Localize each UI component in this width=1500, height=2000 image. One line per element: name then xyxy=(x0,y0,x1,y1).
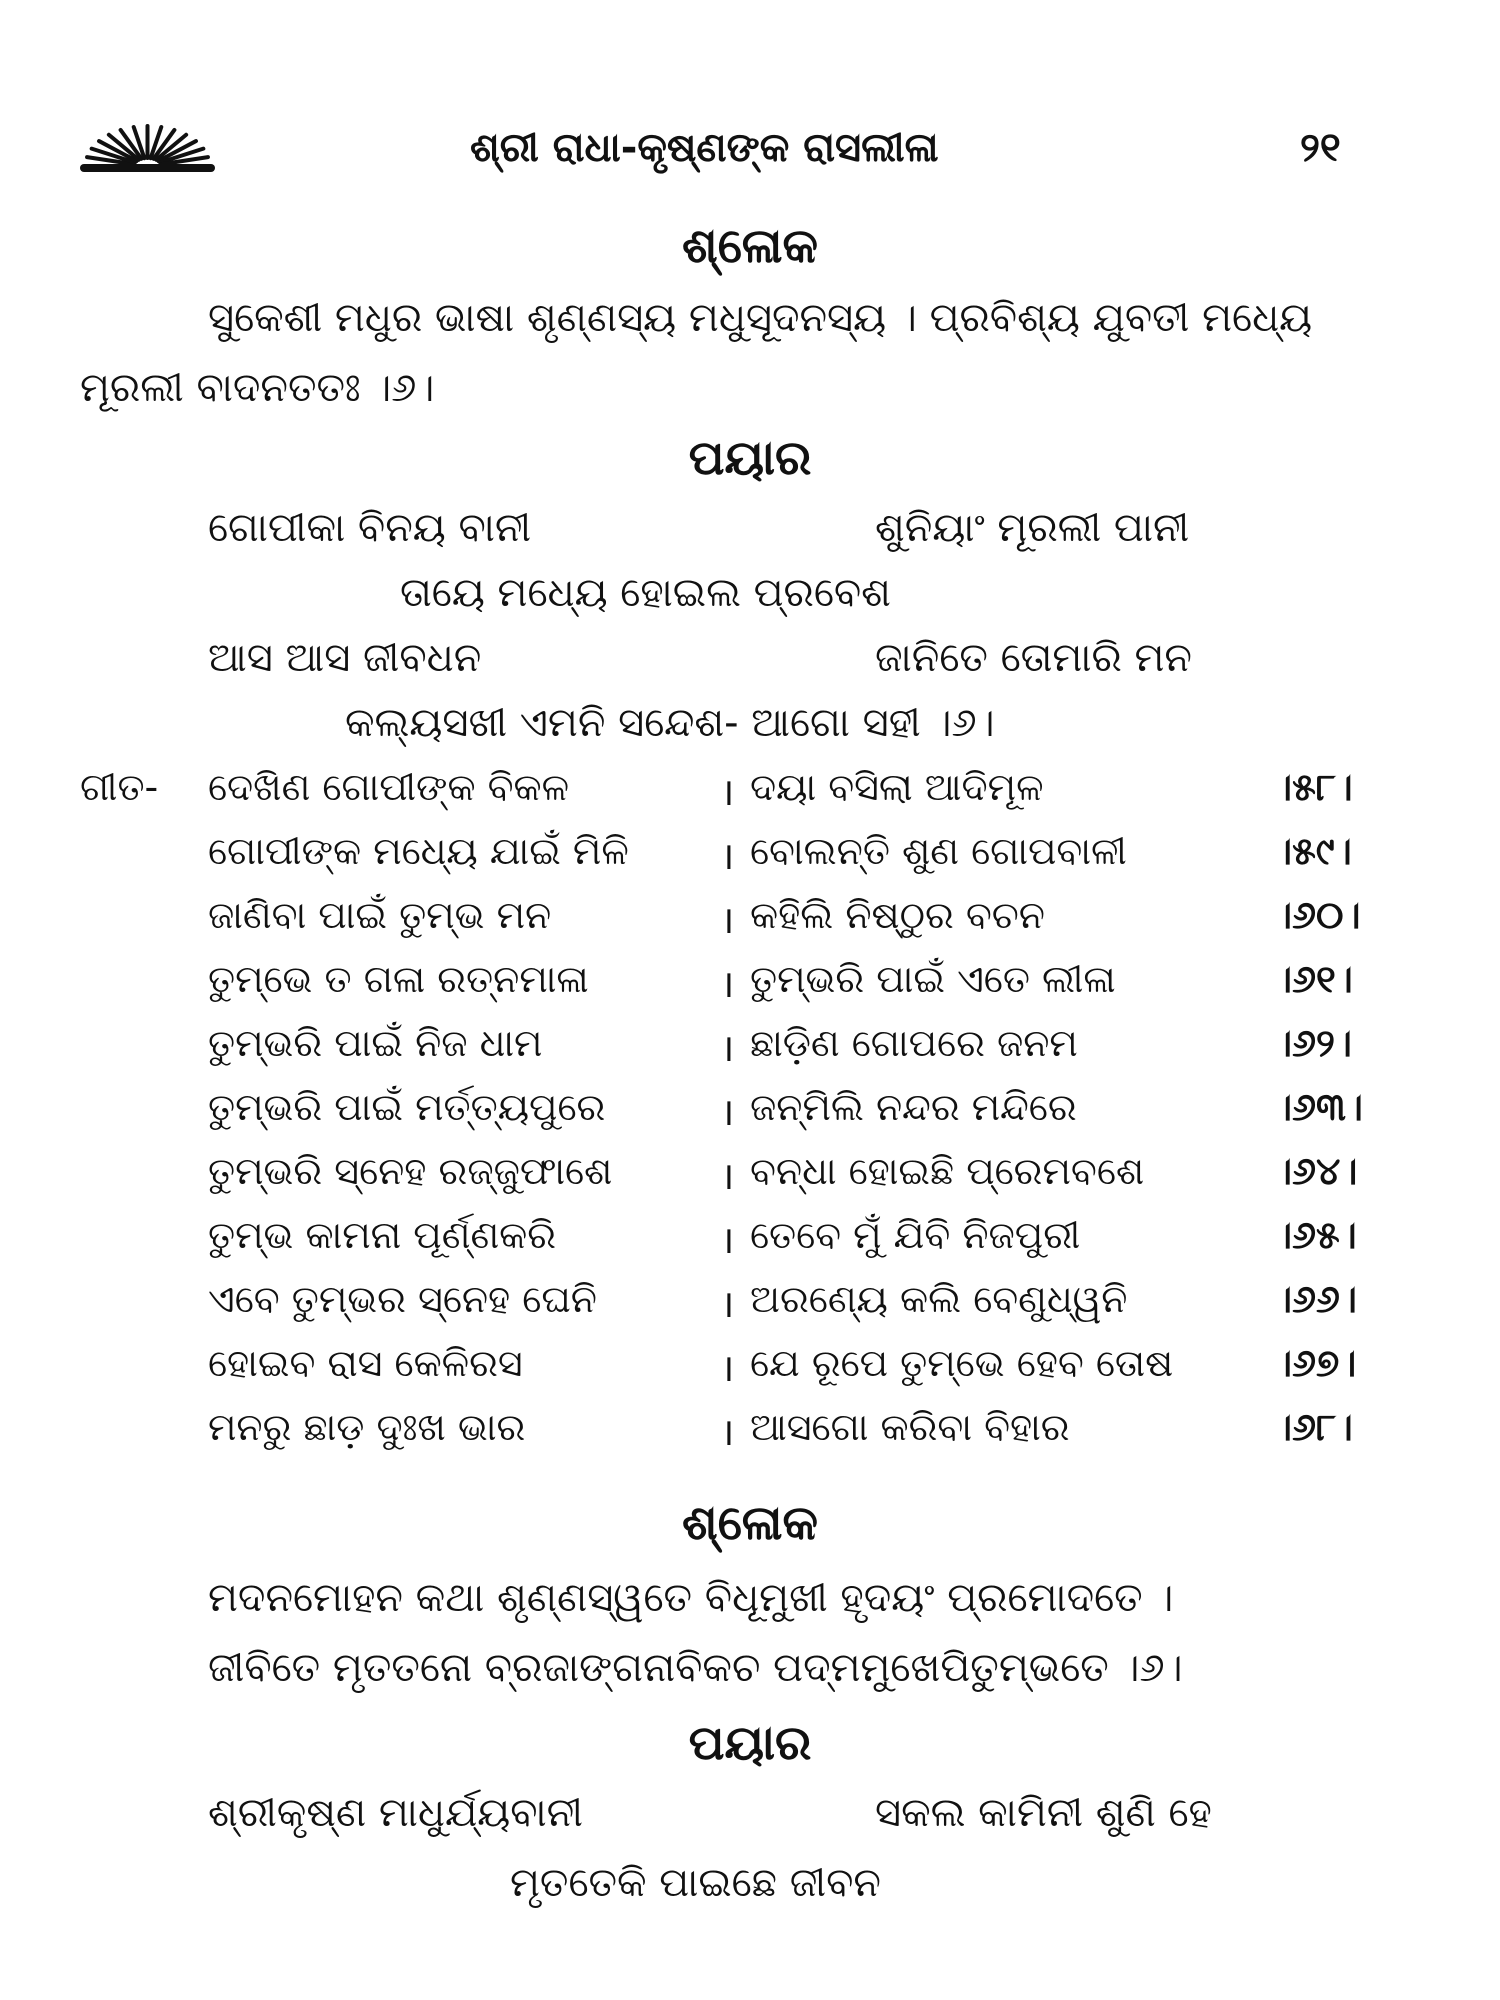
song-row xyxy=(0,1021,1500,1081)
song-row-right-text: ବନ୍ଧା ହୋଇଛି ପ୍ରେମବଶେ xyxy=(750,1149,1145,1193)
song-row-separator: । xyxy=(720,1026,735,1070)
payar-2-line-1-left: ଶ୍ରୀକୃଷ୍ଣ ମାଧୁର୍ଯ୍ୟବାନୀ xyxy=(208,1790,583,1836)
song-row-verse-number: ।୬୩। xyxy=(1275,1085,1363,1129)
payar-2-line-2: ମୃତତେକି ପାଇଛେ ଜୀବନ xyxy=(510,1860,881,1906)
song-row-left-text: ଦେଖିଣ ଗୋପୀଙ୍କ ବିକଳ xyxy=(208,765,570,809)
song-row xyxy=(0,893,1500,953)
shloka-2-line-1: ମଦନମୋହନ କଥା ଶୃଣ୍ଣସ୍ୱତେ ବିଧୂମୁଖୀ ହୃଦୟଂ ପ୍ରମୋଦତେ । xyxy=(208,1575,1174,1621)
song-lead-label: ଗୀତ- xyxy=(80,765,159,809)
song-row-separator: । xyxy=(720,1410,735,1454)
song-row-left-text: ତୁମ୍ଭରି ପାଇଁ ନିଜ ଧାମ xyxy=(208,1021,543,1065)
page-number: ୨୧ xyxy=(1300,125,1341,171)
payar-1-line-3-right: ଜାନିତେ ତୋମାରି ମନ xyxy=(875,635,1192,681)
song-row-verse-number: ।୬୦। xyxy=(1275,893,1361,937)
song-row-right-text: ବୋଲନ୍ତି ଶୁଣ ଗୋପବାଳୀ xyxy=(750,829,1127,873)
shloka-2-line-2: ଜୀବିତେ ମୃତତନୋ ବ୍ରଜାଙ୍ଗନାବିକଚ ପଦ୍ମମୁଖେପିତୁମ୍ଭତେ ।୬। xyxy=(208,1645,1183,1691)
song-row-verse-number: ।୬୨। xyxy=(1275,1021,1352,1065)
song-row xyxy=(0,1149,1500,1209)
song-row-right-text: ଅରଣ୍ୟେ କଲି ବେଣୁଧ୍ୱନି xyxy=(750,1277,1128,1321)
song-row xyxy=(0,1085,1500,1145)
song-row-verse-number: ।୫୯। xyxy=(1275,829,1352,873)
song-row xyxy=(0,829,1500,889)
song-row xyxy=(0,1405,1500,1465)
song-row-right-text: ତୁମ୍ଭରି ପାଇଁ ଏତେ ଲୀଳା xyxy=(750,957,1116,1001)
section-heading-shloka-2: ଶ୍ଳୋକ xyxy=(682,1495,818,1551)
shloka-1-line-1: ସୁକେଶୀ ମଧୁର ଭାଷା ଶୃଣ୍ଣସ୍ୟ ମଧୁସୂଦନସ୍ୟ । ପ୍ରବିଶ୍ୟ ଯୁବତୀ ମଧ୍ୟେ xyxy=(208,295,1313,341)
payar-1-line-3-left: ଆସ ଆସ ଜୀବଧନ xyxy=(208,635,482,681)
song-row xyxy=(0,1277,1500,1337)
section-heading-payar-1: ପୟାର xyxy=(688,430,812,486)
song-row-right-text: ଦୟା ବସିଲା ଆଦିମୂଳ xyxy=(750,765,1044,809)
song-row-verse-number: ।୬୭। xyxy=(1275,1341,1357,1385)
payar-2-line-1-right: ସକଲ କାମିନୀ ଶୁଣି ହେ xyxy=(875,1790,1212,1836)
song-row-left-text: ତୁମ୍ଭରି ପାଇଁ ମର୍ତ୍ତ୍ୟପୁରେ xyxy=(208,1085,606,1129)
sunburst-ornament-icon xyxy=(80,120,215,175)
song-row-verse-number: ।୫୮। xyxy=(1275,765,1353,809)
song-row-left-text: ମନରୁ ଛାଡ଼ ଦୁଃଖ ଭାର xyxy=(208,1405,526,1449)
song-row-separator: । xyxy=(720,898,735,942)
song-row xyxy=(0,1213,1500,1273)
song-row-separator: । xyxy=(720,834,735,878)
song-row-verse-number: ।୬୫। xyxy=(1275,1213,1357,1257)
payar-1-line-1-right: ଶୁନିୟାଂ ମୂରଲୀ ପାନୀ xyxy=(875,505,1190,551)
song-row-separator: । xyxy=(720,1346,735,1390)
song-row-right-text: ଛାଡ଼ିଣ ଗୋପରେ ଜନମ xyxy=(750,1021,1078,1065)
song-row-left-text: ତୁମ୍ଭ କାମନା ପୂର୍ଣ୍ଣକରି xyxy=(208,1213,557,1257)
song-row-left-text: ଏବେ ତୁମ୍ଭର ସ୍ନେହ ଘେନି xyxy=(208,1277,597,1321)
song-row-right-text: ଯେ ରୂପେ ତୁମ୍ଭେ ହେବ ତୋଷ xyxy=(750,1341,1174,1385)
song-row-separator: । xyxy=(720,962,735,1006)
song-row-separator: । xyxy=(720,1090,735,1134)
song-row-verse-number: ।୬୬। xyxy=(1275,1277,1357,1321)
song-row xyxy=(0,1341,1500,1401)
song-row-right-text: ଆସଗୋ କରିବା ବିହାର xyxy=(750,1405,1070,1449)
song-row xyxy=(0,957,1500,1017)
song-row-right-text: ତେବେ ମୁଁ ଯିବି ନିଜପୁରୀ xyxy=(750,1213,1081,1257)
song-row-left-text: ତୁମ୍ଭେ ତ ଗଳା ରତ୍ନମାଳା xyxy=(208,957,589,1001)
shloka-1-line-2: ମୂରଲୀ ବାଦନତତଃ ।୬। xyxy=(80,365,435,411)
song-row-right-text: କହିଲି ନିଷ୍ଠୁର ବଚନ xyxy=(750,893,1045,937)
payar-1-line-2: ତାୟେ ମଧ୍ୟେ ହୋଇଲ ପ୍ରବେଶ xyxy=(400,570,891,616)
song-row-left-text: ଗୋପୀଙ୍କ ମଧ୍ୟେ ଯାଇଁ ମିଳି xyxy=(208,829,629,873)
song-row-right-text: ଜନ୍ମିଲି ନନ୍ଦର ମନ୍ଦିରେ xyxy=(750,1085,1077,1129)
song-row-separator: । xyxy=(720,1282,735,1326)
section-heading-shloka-1: ଶ୍ଳୋକ xyxy=(682,218,818,274)
song-row-separator: । xyxy=(720,770,735,814)
payar-1-line-1-left: ଗୋପୀକା ବିନୟ ବାନୀ xyxy=(208,505,532,551)
song-row-left-text: ହୋଇବ ରାସ କେଳିରସ xyxy=(208,1341,523,1385)
song-row-separator: । xyxy=(720,1154,735,1198)
song-row xyxy=(0,765,1500,825)
song-row-left-text: ଜାଣିବା ପାଇଁ ତୁମ୍ଭ ମନ xyxy=(208,893,552,937)
song-row-separator: । xyxy=(720,1218,735,1262)
section-heading-payar-2: ପୟାର xyxy=(688,1715,812,1771)
song-row-left-text: ତୁମ୍ଭରି ସ୍ନେହ ରଜ୍ଜୁଫାଶେ xyxy=(208,1149,613,1193)
payar-1-line-4: କଲ୍ୟସଖୀ ଏମନି ସନ୍ଦେଶ- ଆଗୋ ସହୀ ।୬। xyxy=(345,700,995,746)
running-header-title: ଶ୍ରୀ ରାଧା-କୃଷ୍ଣଙ୍କ ରାସଲୀଳା xyxy=(470,125,939,171)
song-row-verse-number: ।୬୧। xyxy=(1275,957,1353,1001)
song-row-verse-number: ।୬୪। xyxy=(1275,1149,1358,1193)
song-row-verse-number: ।୬୮। xyxy=(1275,1405,1353,1449)
